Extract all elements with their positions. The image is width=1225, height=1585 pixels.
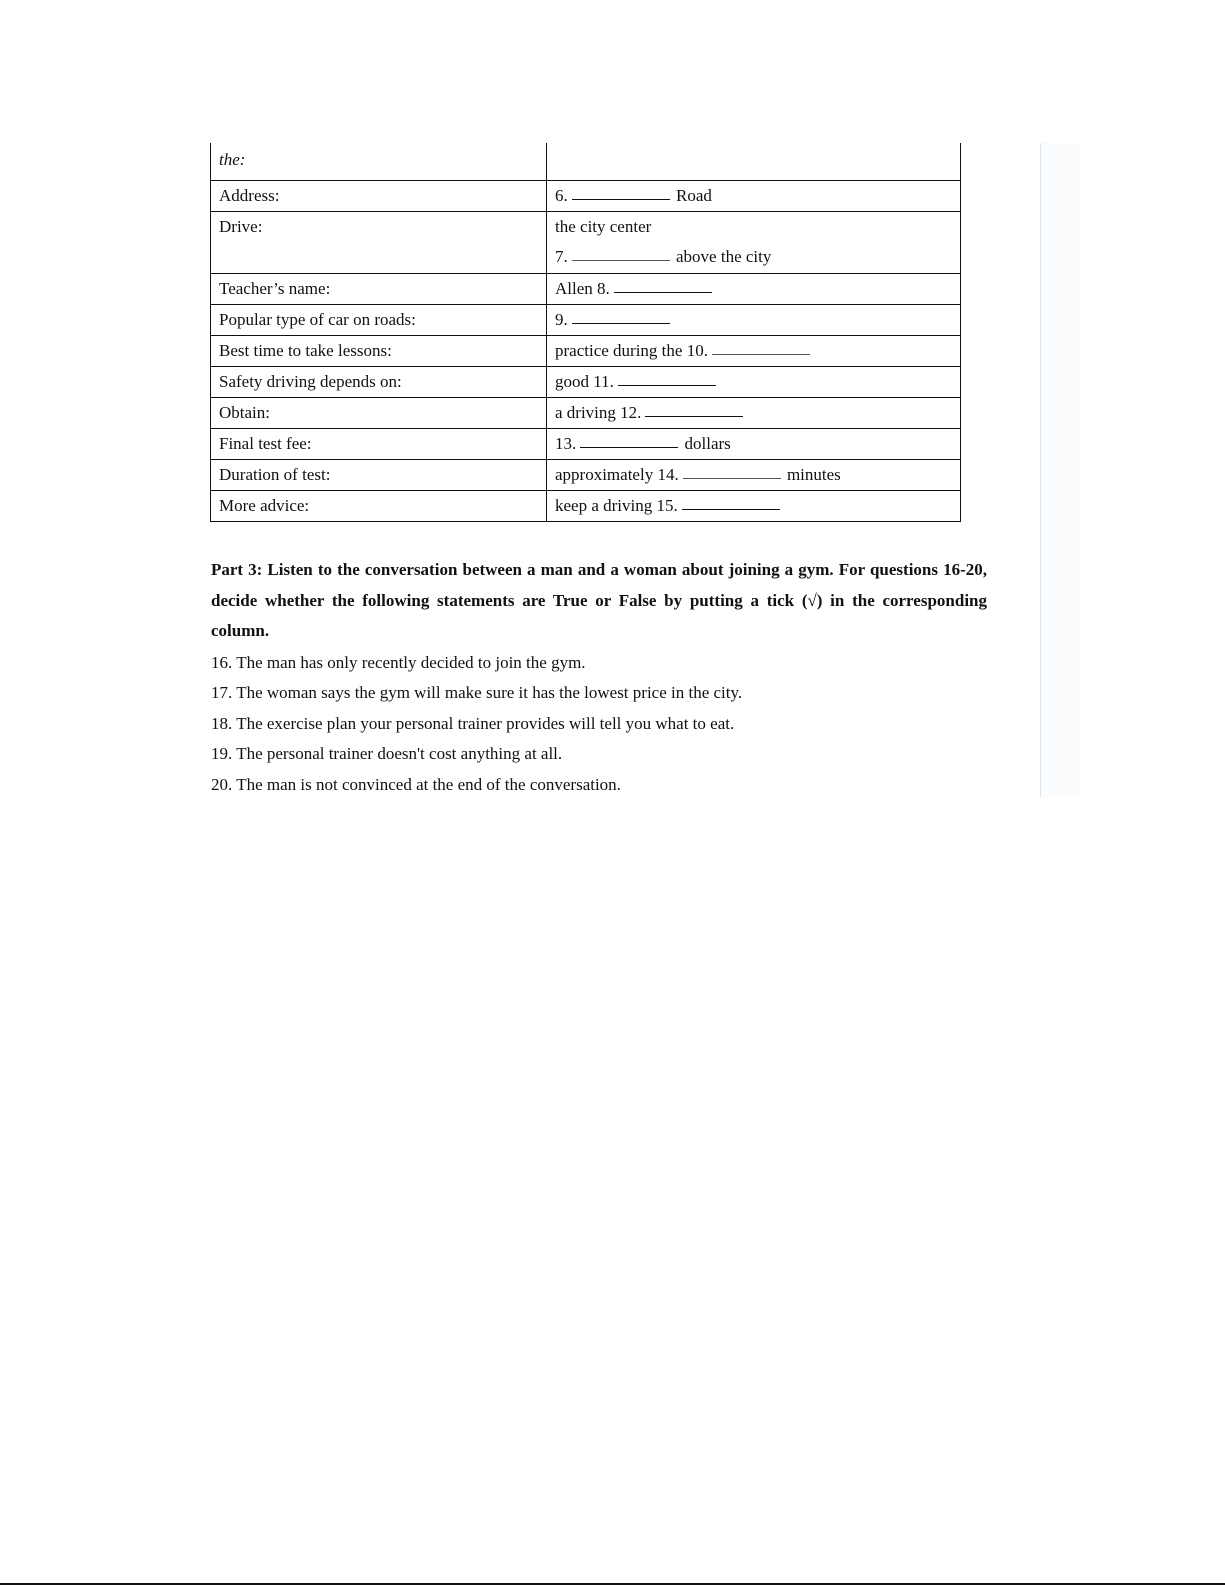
row-label: Safety driving depends on: <box>211 367 547 398</box>
answer-blank[interactable] <box>572 198 670 200</box>
question-number: practice during the 10. <box>555 341 708 360</box>
row-value <box>547 181 961 212</box>
question-number: 7. <box>555 247 568 266</box>
value-line: the city center <box>555 217 652 236</box>
table-row <box>211 460 961 491</box>
part3-instructions: Part 3: Listen to the conversation between a man and a woman about joining a gym. For questions 16-20, decide whether the following statements are True or False by putting a tick (√) in the corresponding column. <box>211 560 987 640</box>
list-item: 19. The personal trainer doesn't cost anything at all. <box>211 744 563 764</box>
answer-blank[interactable] <box>618 384 716 386</box>
side-panel <box>1040 143 1081 797</box>
form-completion-table <box>210 143 961 522</box>
value-suffix: minutes <box>786 465 841 484</box>
list-item: 18. The exercise plan your personal trainer provides will tell you what to eat. <box>211 713 735 733</box>
answer-blank[interactable] <box>580 446 678 448</box>
value-suffix: Road <box>676 186 712 205</box>
row-label: More advice: <box>211 491 547 522</box>
value-suffix: dollars <box>684 434 731 453</box>
question-number: 13. <box>555 434 577 453</box>
question-list <box>211 648 987 800</box>
answer-blank[interactable] <box>712 353 810 355</box>
row-value <box>547 491 961 522</box>
question-number: 9. <box>555 310 568 329</box>
table-row <box>211 429 961 460</box>
question-number: keep a driving 15. <box>555 496 678 515</box>
table-row <box>211 143 961 181</box>
row-label: Best time to take lessons: <box>211 336 547 367</box>
question-number: Allen 8. <box>555 279 610 298</box>
answer-blank[interactable] <box>572 322 670 324</box>
table-row <box>211 212 961 274</box>
question-number: good 11. <box>555 372 614 391</box>
row-label: Final test fee: <box>211 429 547 460</box>
table-row <box>211 181 961 212</box>
row-label: Address: <box>211 181 547 212</box>
answer-blank[interactable] <box>614 291 712 293</box>
row-value <box>547 367 961 398</box>
value-suffix: above the city <box>676 247 772 266</box>
row-value <box>547 398 961 429</box>
table-row <box>211 491 961 522</box>
row-value <box>547 429 961 460</box>
answer-blank[interactable] <box>572 259 670 261</box>
row-label: Duration of test: <box>211 460 547 491</box>
question-number: 6. <box>555 186 568 205</box>
row-value <box>547 143 961 181</box>
table-row <box>211 305 961 336</box>
row-value <box>547 274 961 305</box>
row-label: Teacher’s name: <box>211 274 547 305</box>
row-value <box>547 460 961 491</box>
answer-blank[interactable] <box>645 415 743 417</box>
value-line <box>555 242 952 272</box>
list-item: 17. The woman says the gym will make sure it has the lowest price in the city. <box>211 683 743 703</box>
list-item: 20. The man is not convinced at the end of the conversation. <box>211 774 621 794</box>
row-label: Obtain: <box>211 398 547 429</box>
table-row <box>211 398 961 429</box>
list-item: 16. The man has only recently decided to join the gym. <box>211 653 586 672</box>
row-value <box>547 336 961 367</box>
row-label: the: <box>211 143 547 181</box>
row-label: Popular type of car on roads: <box>211 305 547 336</box>
answer-blank[interactable] <box>682 508 780 510</box>
table-row <box>211 367 961 398</box>
question-number: approximately 14. <box>555 465 679 484</box>
table-row <box>211 274 961 305</box>
row-label: Drive: <box>211 212 547 274</box>
answer-blank[interactable] <box>683 477 781 479</box>
question-number: a driving 12. <box>555 403 642 422</box>
row-value <box>547 305 961 336</box>
row-value <box>547 212 961 274</box>
table-row <box>211 336 961 367</box>
